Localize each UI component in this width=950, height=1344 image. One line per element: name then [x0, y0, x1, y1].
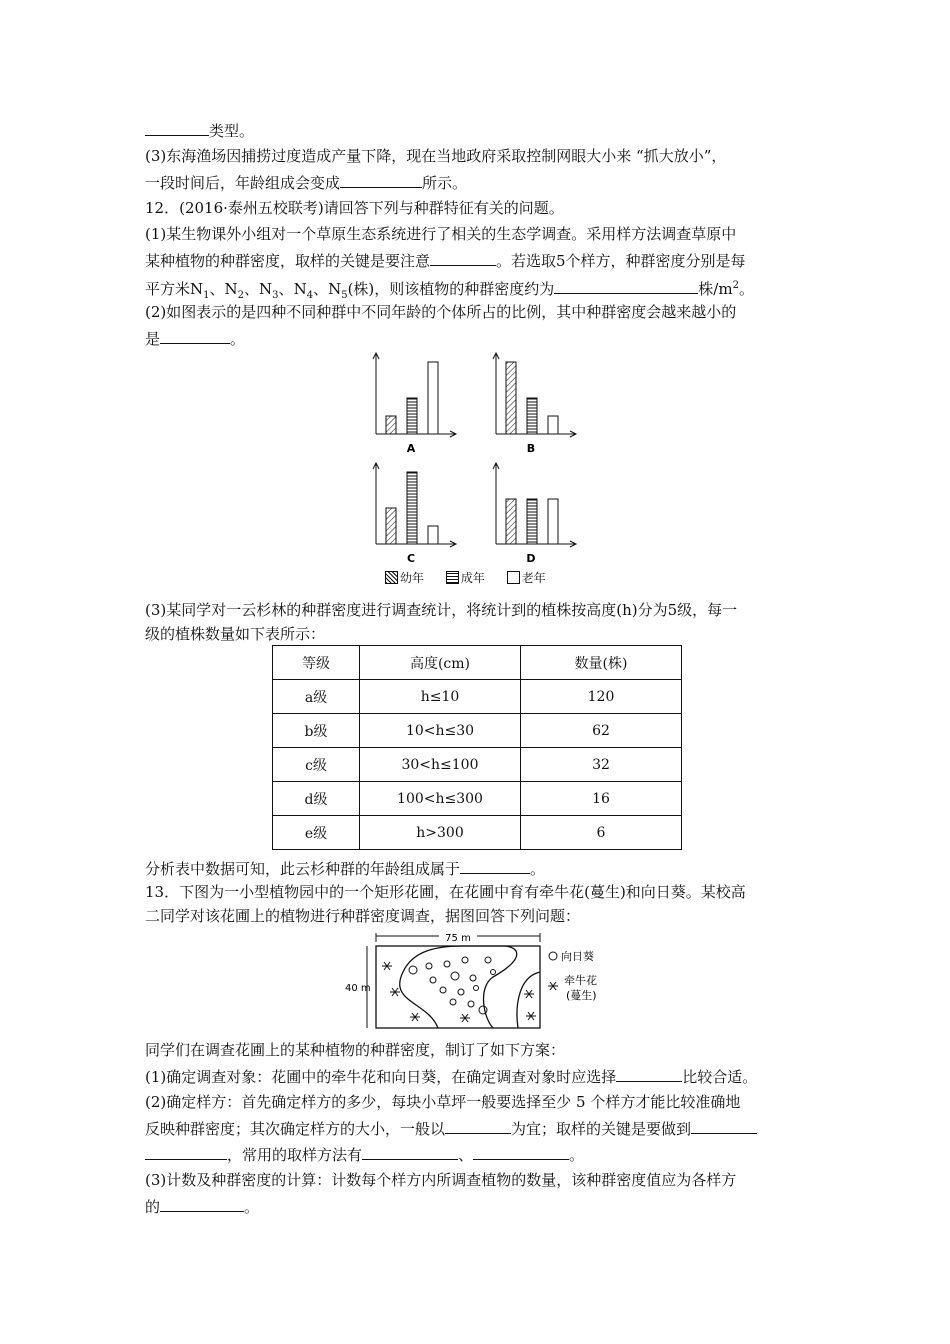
q11-3-line: (3)东海渔场因捕捞过度造成产量下降，现在当地政府采取控制网眼大小来 “抓大放小”， — [145, 147, 727, 165]
height-label: 40 m — [345, 983, 371, 994]
morning-glory-legend-note: (蔓生) — [566, 989, 597, 1002]
juvenile-bar — [386, 416, 396, 434]
chart-label: B — [526, 442, 536, 455]
chart-label: D — [526, 552, 536, 565]
chart-legend — [385, 569, 564, 586]
morning-glory-legend-label: 牵牛花 — [564, 974, 597, 987]
bar-chart-b — [486, 350, 586, 458]
table-row — [273, 748, 682, 782]
table-header-row — [273, 646, 682, 680]
sunflower-legend-icon — [549, 952, 557, 960]
table-cell: 16 — [521, 782, 682, 816]
table-row — [273, 680, 682, 714]
sunflower-dots — [409, 957, 496, 1014]
q12-3-line2: 级的植株数量如下表所示： — [145, 625, 326, 643]
q13-line1: 13．下图为一小型植物园中的一个矩形花圃，在花圃中育有牵牛花(蔓生)和向日葵。某校高 — [145, 883, 746, 901]
q12-3-line1: (3)某同学对一云杉林的种群密度进行调查统计，将统计到的植株按高度(h)分为5级，每一 — [145, 601, 738, 619]
table-cell: 62 — [521, 714, 682, 748]
legend-juvenile: 幼年 — [385, 571, 424, 585]
height-table — [272, 645, 682, 850]
empty-box-icon — [507, 571, 520, 584]
answer-blank[interactable] — [691, 1118, 757, 1134]
legend-old: 老年 — [507, 571, 546, 585]
old-bar — [428, 362, 438, 434]
col-header: 等级 — [273, 646, 360, 680]
q13-3-line2: 的 。 — [145, 1198, 260, 1216]
table-cell: e级 — [273, 816, 360, 850]
q13-2-line1: (2)确定样方：首先确定样方的多少，每块小草坪一般要选择至少 5 个样方才能比较准确地 — [145, 1093, 741, 1111]
q13-1-line: (1)确定调查对象：花圃中的牵牛花和向日葵，在确定调查对象时应选择 比较合适。 — [145, 1068, 758, 1086]
table-cell: 32 — [521, 748, 682, 782]
answer-blank[interactable] — [145, 120, 209, 136]
col-header: 数量(株) — [521, 646, 682, 680]
q13-2-line3: ，常用的取样方法有 、 。 — [145, 1144, 584, 1165]
morning-glory-stars — [382, 962, 536, 1022]
q12-1-line2: 某种植物的种群密度，取样的关键是要注意 。若选取5个样方，种群密度分别是每 — [145, 252, 746, 270]
answer-blank[interactable] — [145, 1144, 227, 1160]
table-row — [273, 816, 682, 850]
q12-1-line3: 平方米$N_1$、$N_2$、$N_3$、$N_4$、$N_5$(株)，则该植物的种群密度约为 株$/m^2$。 — [145, 280, 754, 301]
table-cell: h>300 — [360, 816, 521, 850]
answer-blank[interactable] — [160, 328, 230, 344]
juvenile-bar — [506, 362, 516, 434]
table-cell: c级 — [273, 748, 360, 782]
table-cell: 30<h≤100 — [360, 748, 521, 782]
table-cell: h≤10 — [360, 680, 521, 714]
q13-2-line2: 反映种群密度；其次确定样方的大小，一般以 为宜；取样的关键是要做到 — [145, 1118, 757, 1139]
juvenile-bar — [386, 508, 396, 544]
q11-3-line2: 一段时间后，年龄组成会变成 所示。 — [145, 174, 468, 192]
q12-title: 12．(2016·泰州五校联考)请回答下列与种群特征有关的问题。 — [145, 199, 564, 217]
table-cell: a级 — [273, 680, 360, 714]
bar-chart-a — [366, 350, 466, 458]
q12-2-line1: (2)如图表示的是四种不同种群中不同年龄的个体所占的比例，其中种群密度会越来越小的 — [145, 303, 737, 321]
answer-blank[interactable] — [554, 278, 698, 294]
garden-diagram — [343, 932, 613, 1036]
old-bar — [428, 526, 438, 544]
bar-chart-c — [366, 460, 466, 568]
q12-3-answer-line: 分析表中数据可知，此云杉种群的年龄组成属于 。 — [145, 860, 546, 878]
table-cell: d级 — [273, 782, 360, 816]
bar-chart-d — [486, 460, 586, 568]
answer-blank[interactable] — [616, 1066, 682, 1082]
answer-blank[interactable] — [460, 858, 530, 874]
table-cell: 6 — [521, 816, 682, 850]
table-cell: b级 — [273, 714, 360, 748]
answer-blank[interactable] — [445, 1118, 511, 1134]
table-row — [273, 782, 682, 816]
chart-label: C — [406, 552, 416, 565]
table-cell: 10<h≤30 — [360, 714, 521, 748]
answer-blank[interactable] — [340, 172, 422, 188]
region-boundary — [400, 946, 517, 1028]
q13-line3: 同学们在调查花圃上的某种植物的种群密度，制订了如下方案： — [145, 1041, 566, 1059]
answer-blank[interactable] — [362, 1144, 458, 1160]
juvenile-bar — [506, 499, 516, 544]
morning-glory-legend-icon — [548, 982, 558, 990]
legend-adult: 成年 — [446, 571, 485, 585]
answer-blank[interactable] — [430, 250, 496, 266]
chart-label: A — [406, 442, 416, 455]
q12-2-line2: 是 。 — [145, 330, 246, 348]
table-row — [273, 714, 682, 748]
col-header: 高度(cm) — [360, 646, 521, 680]
hatch-icon — [385, 571, 398, 584]
adult-bar — [407, 398, 417, 434]
old-bar — [548, 499, 558, 544]
adult-bar — [527, 398, 537, 434]
table-cell: 100<h≤300 — [360, 782, 521, 816]
q12-1-line1: (1)某生物课外小组对一个草原生态系统进行了相关的生态学调查。采用样方法调查草原中 — [145, 225, 737, 243]
q13-line2: 二同学对该花圃上的植物进行种群密度调查，据图回答下列问题： — [145, 907, 581, 925]
line-type-tail: 类型。 — [145, 120, 254, 141]
answer-blank[interactable] — [473, 1144, 569, 1160]
q13-3-line1: (3)计数及种群密度的计算：计数每个样方内所调查植物的数量，该种群密度值应为各样方 — [145, 1171, 737, 1189]
sunflower-legend-label: 向日葵 — [561, 950, 594, 963]
adult-bar — [407, 472, 417, 544]
adult-bar — [527, 499, 537, 544]
table-cell: 120 — [521, 680, 682, 714]
stripe-icon — [446, 571, 459, 584]
width-label: 75 m — [445, 933, 471, 944]
answer-blank[interactable] — [160, 1196, 244, 1212]
old-bar — [548, 416, 558, 434]
